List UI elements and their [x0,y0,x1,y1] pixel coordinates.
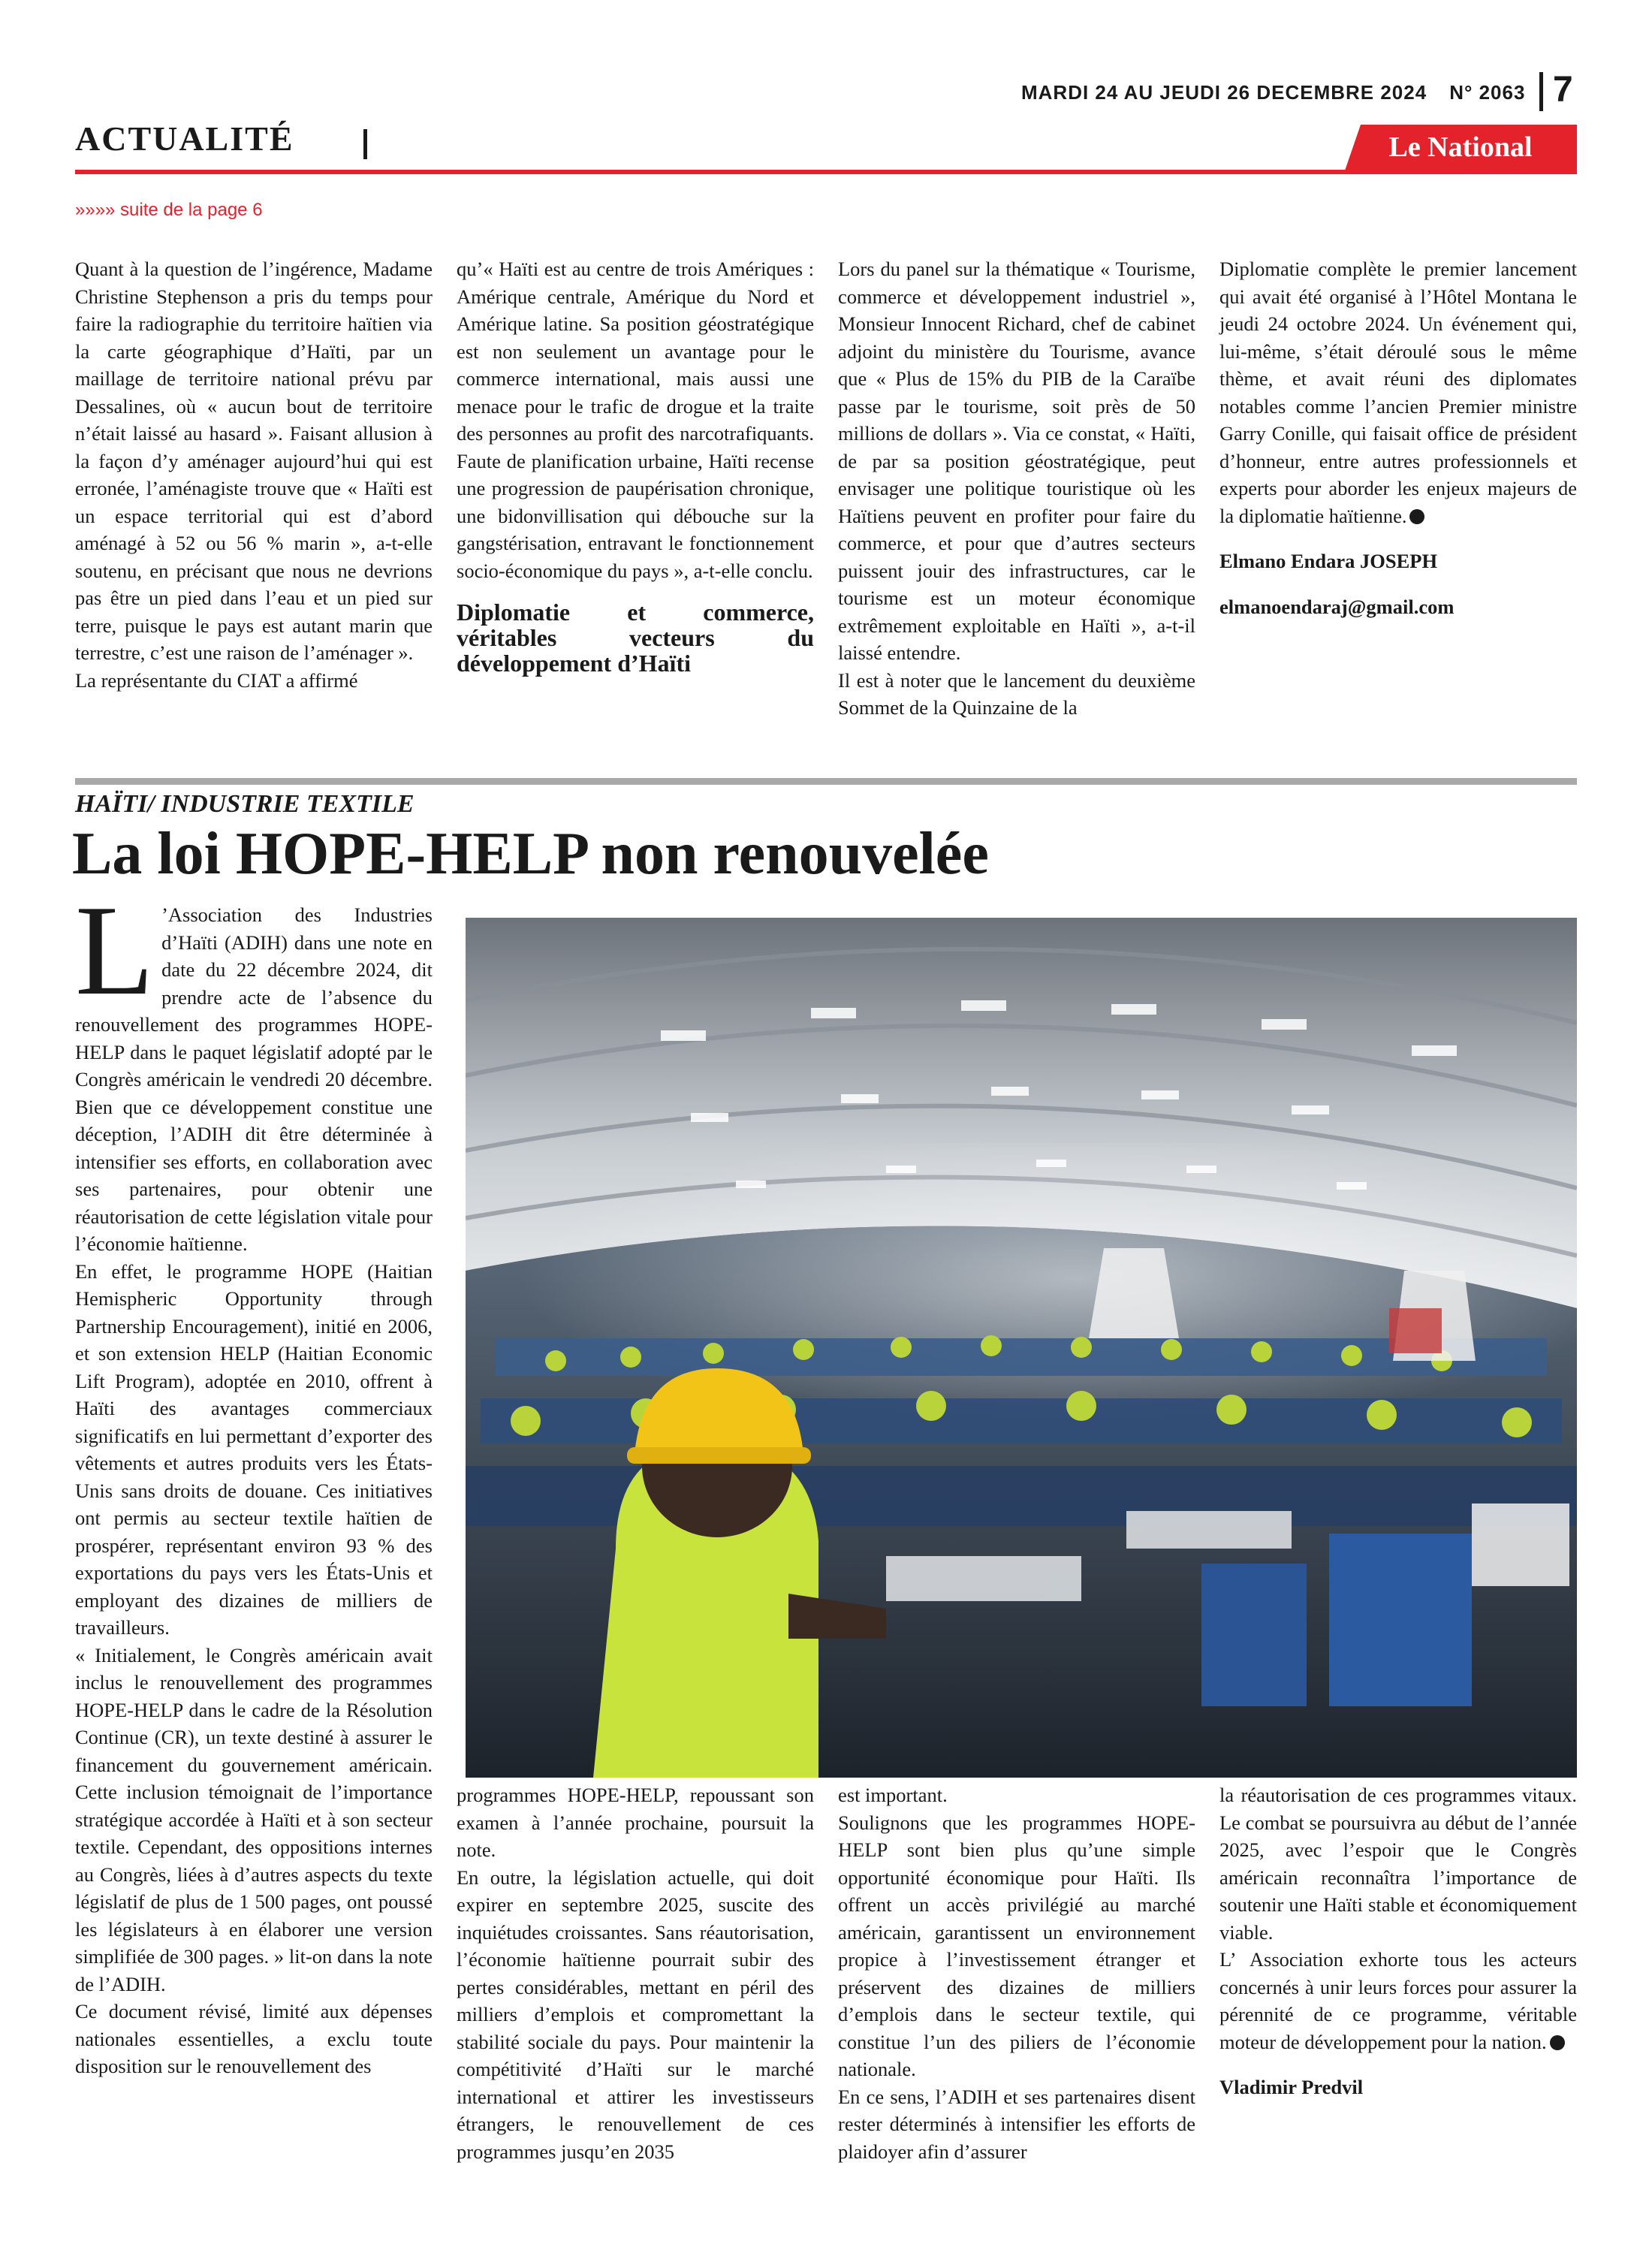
article2-column-1 [75,879,433,2080]
article-separator [75,778,1577,785]
issue-date: MARDI 24 AU JEUDI 26 DECEMBRE 2024 [1021,81,1427,104]
paragraph: Diplomatie complète le premier lancement qui avait été organisé à l’Hôtel Montana le jeudi 24 octobre 2024. Un événement qui, lui-même, s’était déroulé sous le même thème, et avait réuni des diplomates notables comme l’ancien Premier ministre Garry Conille, qui faisait office de président d’honneur, entre autres professionnels et experts pour aborder les enjeux majeurs de la diplomatie haïtienne. [1219,258,1577,527]
end-mark-icon [1550,2035,1565,2050]
paragraph: qu’« Haïti est au centre de trois Amériques : Amérique centrale, Amérique du Nord et Amérique latine. Sa position géostratégique est non seulement un avantage pour le commerce international, mais aussi une menace pour le trafic de drogue et la traite des personnes au profit des narcotrafiquants. Faute de planification urbaine, Haïti recense une progression de paupérisation chronique, une bidonvillisation qui débouche sur la gangstérisation, entravant le fonctionnement socio-économique du pays », a-t-elle conclu. [457,258,814,582]
article2-column-4 [1219,1781,1577,2101]
paragraph: L’ Association exhorte tous les acteurs concernés à unir leurs forces pour assurer la pérennité de ce programme, véritable moteur de développement pour la nation. [1219,1948,1577,2053]
page-number-divider [1539,72,1543,111]
paragraph: En outre, la législation actuelle, qui doit expirer en septembre 2025, suscite des inquiétudes croissantes. Sans réautorisation, l’économie haïtienne pourrait subir des pertes considérables, mettant en péril des milliers d’emplois et compromettant la stabilité sociale du pays. Pour maintenir la compétitivité d’Haïti sur le marché international et attirer les investisseurs étrangers, le renouvellement de ces programmes jusqu’en 2035 [457,1865,814,2163]
paragraph: programmes HOPE-HELP, repoussant son examen à l’année prochaine, poursuit la note. [457,1784,814,1861]
paragraph: Ce document révisé, limité aux dépenses nationales essentielles, a exclu toute disposition sur le renouvellement des [75,2000,433,2077]
paragraph: la réautorisation de ces programmes vitaux. Le combat se poursuivra au début de l’année 2025, avec l’espoir que le Congrès américain reconnaîtra l’importance de soutenir une Haïti stable et économiquement viable. [1219,1784,1577,1944]
paragraph: Soulignons que les programmes HOPE-HELP sont bien plus qu’une simple opportunité économique pour Haïti. Ils offrent un accès privilégié au marché américain, garantissent un environnement propice à l’investissement étranger et préservent des dizaines de milliers d’emplois dans le secteur textile, qui constitue l’un des piliers de l’économie nationale. [838,1811,1195,2080]
paragraph: L ’Association des Industries d’Haïti (ADIH) dans une note en date du 22 décembre 2024, dit prendre acte de l’absence du renouvellement des programmes HOPE-HELP dans le paquet législatif adopté par le Congrès américain le vendredi 20 décembre. Bien que ce développement constitue une déception, l’ADIH dit être déterminée à intensifier ses efforts, en collaboration avec ses partenaires, pour obtenir une réautorisation de cette législation vitale pour l’économie haïtienne. [75,879,433,1255]
end-mark-icon [1409,509,1424,524]
subheading: Diplomatie et commerce, véritables vecteurs du développement d’Haïti [457,599,814,677]
brand-name: Le National [1388,131,1533,163]
paragraph: En effet, le programme HOPE (Haitian Hemispheric Opportunity through Partnership Encouragement), initié en 2006, et son extension HELP (Haitian Economic Lift Program), adoptée en 2010, offrent à Haïti des avantages commerciaux significatifs en lui permettant d’exporter des vêtements et autres produits vers les États-Unis sans droits de douane. Ces initiatives ont permis au secteur textile haïtien de prospérer, représentant environ 93 % des exportations du pays vers les États-Unis et employant des dizaines de milliers de travailleurs. [75,1259,433,1639]
issue-number: N° 2063 [1449,81,1526,104]
header-rule [75,170,1577,174]
article1-column-1 [75,255,433,694]
continued-from: »»»» suite de la page 6 [75,200,263,220]
drop-cap: L [75,879,155,1022]
paragraph: « Initialement, le Congrès américain avait inclus le renouvellement des programmes HOPE-HELP dans le cadre de la Résolution Continue (CR), un texte destiné à assurer le financement du gouvernement américain. Cette inclusion témoignait de l’importance stratégique accordée à Haïti et à son secteur textile. Cependant, des oppositions internes au Congrès, liées à d’autres aspects du texte législatif de plus de 1 500 pages, ont poussé les législateurs à en élaborer une version simplifiée de 300 pages. » lit-on dans la note de l’ADIH. [75,1643,433,1995]
page-number: 7 [1553,70,1573,110]
article-kicker: HAÏTI/ INDUSTRIE TEXTILE [75,790,415,818]
issue-date-line [1021,81,1525,104]
article-headline: La loi HOPE-HELP non renouvelée [72,821,989,887]
article1-column-2 [457,255,814,676]
article2-column-2 [457,1781,814,2165]
paragraph: En ce sens, l’ADIH et ses partenaires disent rester déterminés à intensifier les efforts de plaidoyer afin d’assurer [838,2085,1195,2163]
author-email[interactable]: elmanoendaraj@gmail.com [1219,595,1455,618]
author-byline: Vladimir Predvil [1219,2076,1364,2098]
textile-factory-image [466,918,1577,1778]
paragraph: Lors du panel sur la thématique « Tourisme, commerce et développement industriel », Monsieur Innocent Richard, chef de cabinet adjoint du ministère du Tourisme, avance que « Plus de 15% du PIB de la Caraïbe passe par le tourisme, soit près de 50 millions de dollars ». Via ce constat, « Haïti, de par sa position géostratégique, peut envisager une politique touristique où les Haïtiens peuvent en profiter pour faire du commerce, et pour que d’autres secteurs puissent jouir des infrastructures, car le tourisme est un moteur économique extrêmement exploitable en Haïti », a-t-il laissé entendre. [838,258,1195,664]
author-byline: Elmano Endara JOSEPH [1219,550,1438,572]
section-title: ACTUALITÉ [75,119,294,158]
factory-photo [466,918,1577,1778]
article2-column-3 [838,1781,1195,2165]
article1-column-3 [838,255,1195,722]
paragraph: Quant à la question de l’ingérence, Madame Christine Stephenson a pris du temps pour faire la radiographie du territoire haïtien via la carte géographique d’Haïti, par un maillage de territoire national prévu par Dessalines, où « aucun bout de territoire n’était laissé au hasard ». Faisant allusion à la façon d’y aménager aujourd’hui qui est erronée, l’aménagiste trouve que « Haïti est un espace territorial qui est d’abord aménagé à 52 ou 56 % marin », a-t-elle soutenu, en précisant que nous ne devrions pas être un pied dans l’eau et un pied sur terre, puisque le pays est autant marin que terrestre, c’est une raison de l’aménager ». [75,258,433,664]
paragraph: La représentante du CIAT a affirmé [75,668,358,692]
paragraph: est important. [838,1784,948,1806]
section-divider [363,129,367,159]
article1-column-4 [1219,255,1577,620]
paragraph: Il est à noter que le lancement du deuxième Sommet de la Quinzaine de la [838,668,1195,719]
